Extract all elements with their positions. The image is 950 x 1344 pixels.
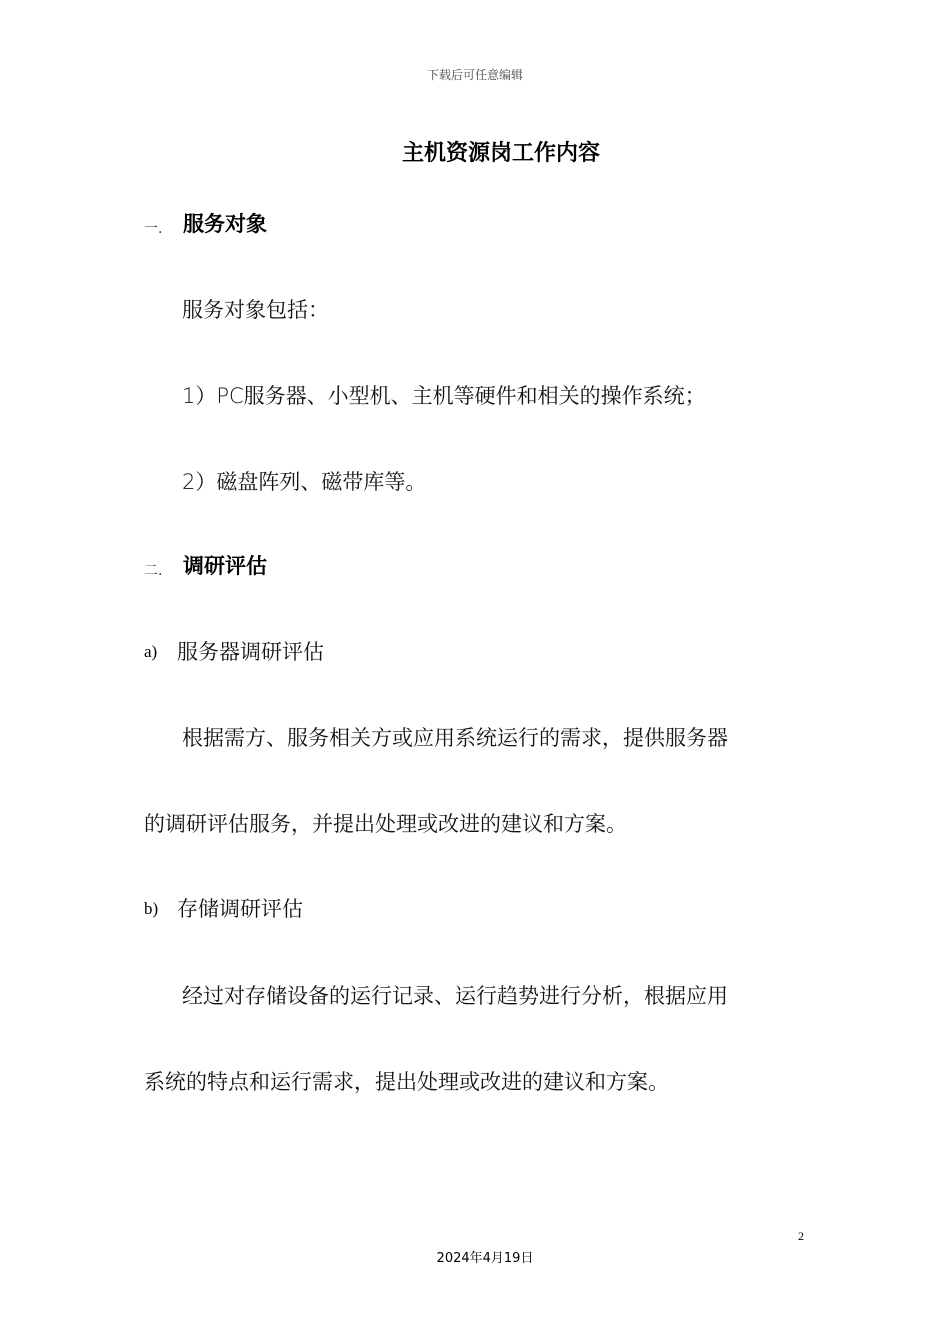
section-title-2: 调研评估: [183, 554, 267, 578]
subsection-a-paragraph-line-2: 的调研评估服务，并提出处理或改进的建议和方案。: [144, 812, 627, 836]
page-number: 2: [798, 1229, 804, 1243]
section-number-1: 一.: [144, 221, 163, 237]
section-title-1: 服务对象: [183, 212, 267, 236]
section-1-intro: 服务对象包括：: [182, 298, 329, 322]
subsection-title-a: 服务器调研评估: [177, 640, 324, 664]
header-note: 下载后可任意编辑: [426, 68, 523, 82]
section-number-2: 二.: [144, 563, 163, 579]
subsection-b-paragraph-line-2: 系统的特点和运行需求，提出处理或改进的建议和方案。: [144, 1070, 669, 1094]
document-title: 主机资源岗工作内容: [401, 141, 600, 166]
subsection-letter-b: b): [144, 899, 159, 918]
subsection-letter-a: a): [144, 642, 158, 661]
subsection-a-paragraph-line-1: 根据需方、服务相关方或应用系统运行的需求，提供服务器: [182, 726, 728, 750]
section-1-item-2: 2）磁盘阵列、磁带库等。: [182, 470, 427, 494]
footer-date: 2024年4月19日: [436, 1251, 534, 1266]
subsection-b-paragraph-line-1: 经过对存储设备的运行记录、运行趋势进行分析，根据应用: [182, 984, 728, 1008]
section-1-item-1: 1）PC服务器、小型机、主机等硬件和相关的操作系统；: [182, 384, 706, 408]
subsection-title-b: 存储调研评估: [177, 897, 303, 921]
